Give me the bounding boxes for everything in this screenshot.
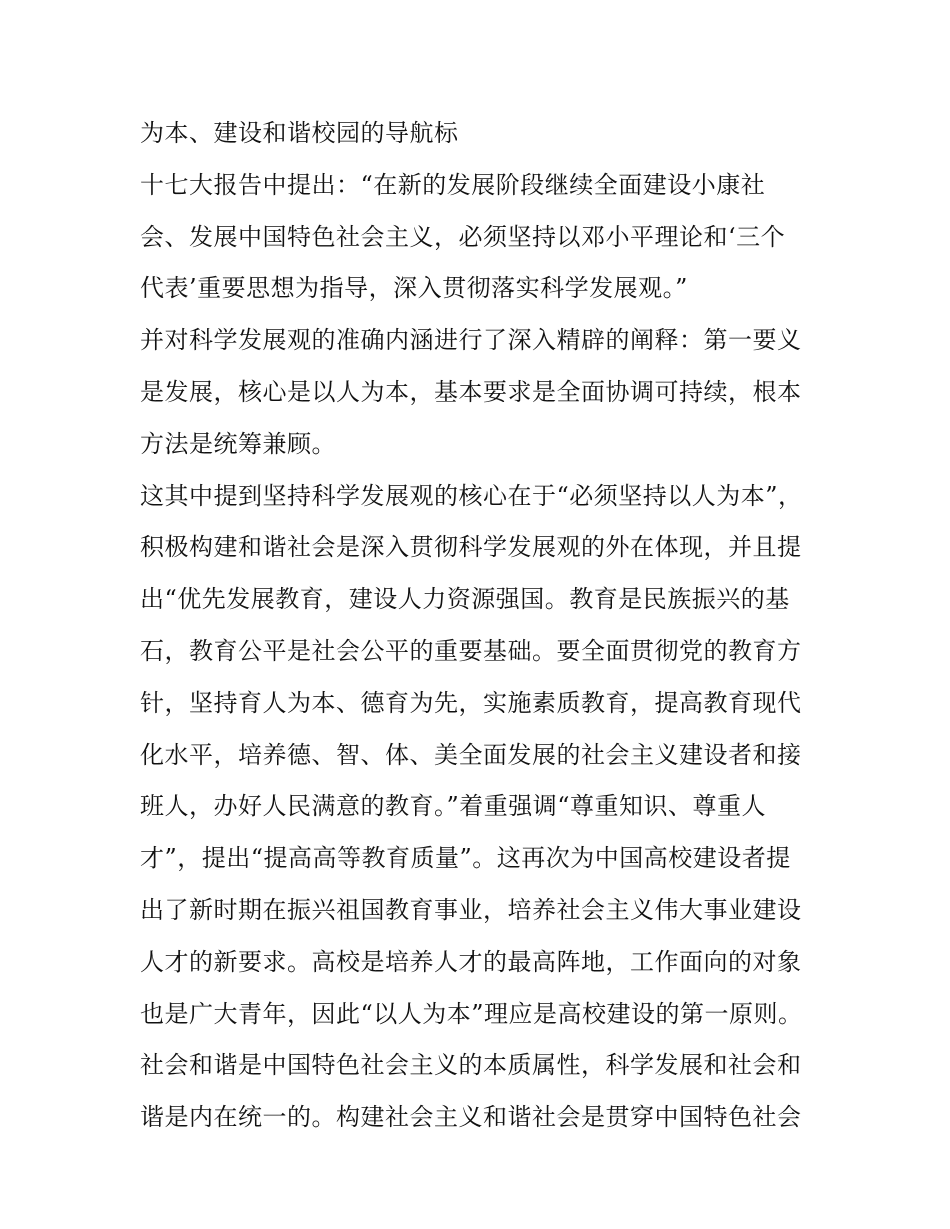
text-line: 积极构建和谐社会是深入贯彻科学发展观的外在体现，并且提 <box>140 533 802 562</box>
text-line: 谐是内在统一的。构建社会主义和谐社会是贯穿中国特色社会 <box>140 1103 802 1132</box>
body-text <box>140 108 830 1144</box>
text-line: 这其中提到坚持科学发展观的核心在于“必须坚持以人为本”， <box>140 481 803 510</box>
text-line: 才”，提出“提高高等教育质量”。这再次为中国高校建设者提 <box>140 844 791 873</box>
text-line: 也是广大青年，因此“以人为本”理应是高校建设的第一原则。 <box>140 999 803 1028</box>
text-line: 出“优先发展教育，建设人力资源强国。教育是民族振兴的基 <box>140 585 790 614</box>
text-line: 方法是统筹兼顾。 <box>140 429 336 458</box>
text-line: 十七大报告中提出：“在新的发展阶段继续全面建设小康社 <box>140 170 766 199</box>
text-line: 石，教育公平是社会公平的重要基础。要全面贯彻党的教育方 <box>140 636 802 665</box>
text-line: 并对科学发展观的准确内涵进行了深入精辟的阐释：第一要义 <box>140 326 802 355</box>
text-line: 针，坚持育人为本、德育为先，实施素质教育，提高教育现代 <box>140 688 802 717</box>
text-line: 是发展，核心是以人为本，基本要求是全面协调可持续，根本 <box>140 377 802 406</box>
text-line: 化水平，培养德、智、体、美全面发展的社会主义建设者和接 <box>140 740 802 769</box>
text-line: 为本、建设和谐校园的导航标 <box>140 119 459 147</box>
text-line: 社会和谐是中国特色社会主义的本质属性，科学发展和社会和 <box>140 1051 802 1080</box>
text-line: 人才的新要求。高校是培养人才的最高阵地，工作面向的对象 <box>140 947 802 976</box>
text-line: 班人，办好人民满意的教育。”着重强调“尊重知识、尊重人 <box>140 792 767 821</box>
text-line: 会、发展中国特色社会主义，必须坚持以邓小平理论和‘三个 <box>140 222 786 251</box>
text-line: 代表’重要思想为指导，深入贯彻落实科学发展观。” <box>140 274 688 303</box>
text-line: 出了新时期在振兴祖国教育事业，培养社会主义伟大事业建设 <box>140 895 802 924</box>
